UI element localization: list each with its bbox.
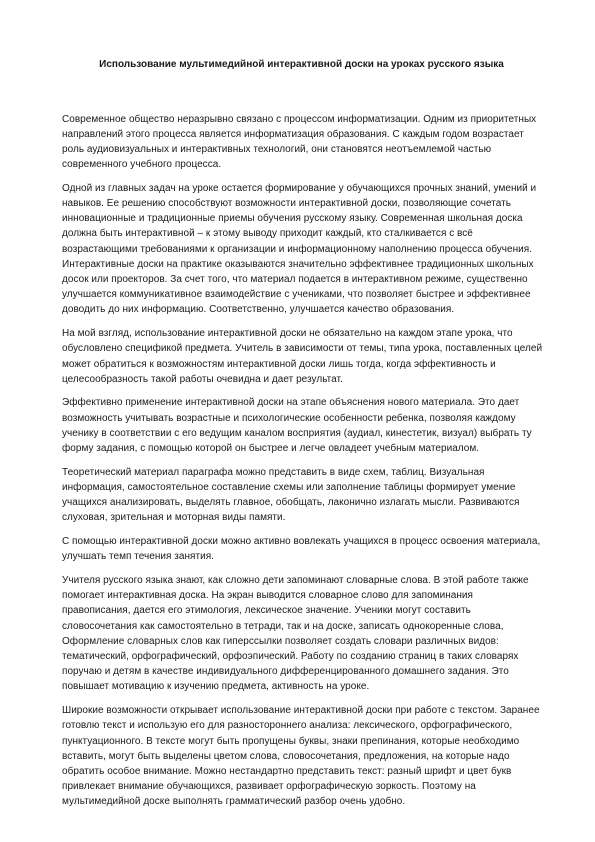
paragraph: Одной из главных задач на уроке остается формирование у обучающихся прочных знаний, умений и навыков. Ее решению способствуют возможности интерактивной доски, позволяющие сочетать инновационные и традиционные приемы обучения русскому языку. Современная школьная доска должна быть интерактивной – к этому выводу приходит каждый, кто сталкивается с всё возрастающими требованиями к организации и информационному наполнению процесса обучения. Интерактивные доски на практике оказываются значительно эффективнее традиционных школьных досок или проекторов. За счет того, что материал подается в интерактивном режиме, существенно улучшается коммуникативное взаимодействие с учениками, что позволяет быстрее и эффективнее доводить до них информацию. Соответственно, улучшается качество образования. xyxy=(62,182,537,316)
paragraph: На мой взгляд, использование интерактивной доски не обязательно на каждом этапе урока, что обусловлено спецификой предмета. Учитель в зависимости от темы, типа урока, поставленных целей может обратиться к возможностям интерактивной доски лишь тогда, когда эффективность и целесообразность такой работы очевидна и дает результат. xyxy=(62,328,543,385)
paragraph: Эффективно применение интерактивной доски на этапе объяснения нового материала. Это дает возможность учитывать возрастные и психологические особенности ребенка, позволяя каждому ученику в соответствии с его ведущим каналом восприятия (аудиал, кинестетик, визуал) выбрать ту форму задания, с помощью которой он быстрее и легче овладеет учебным материалом. xyxy=(62,397,532,455)
paragraph: Теоретический материал параграфа можно представить в виде схем, таблиц. Визуальная информация, самостоятельное составление схемы или заполнение таблицы формирует умение учащихся анализировать, выделять главное, обобщать, лаконично излагать мысли. Развиваются слуховая, зрительная и моторная виды памяти. xyxy=(62,466,520,524)
document-title: Использование мультимедийной интерактивной доски на уроках русского языка xyxy=(99,59,504,70)
paragraph: Широкие возможности открывает использование интерактивной доски при работе с текстом. Заранее готовлю текст и использую его для разностороннего анализа: лексического, орфографического, пунктуационного. В тексте могут быть пропущены буквы, знаки препинания, которые необходимо вставить, могут быть выделены цветом слова, словосочетания, предложения, на которые надо обратить особое внимание. Можно нестандартно представить текст: разный шрифт и цвет букв привлекает внимание обучающихся, развивает орфографическую зоркость. Поэтому на мультимедийной доске выполнять грамматический разбор очень удобно. xyxy=(62,705,540,808)
paragraph: С помощью интерактивной доски можно активно вовлекать учащихся в процесс освоения материала, улучшать темп течения занятия. xyxy=(62,536,541,563)
paragraph: Учителя русского языка знают, как сложно дети запоминают словарные слова. В этой работе также помогает интерактивная доска. На экран выводится словарное слово для запоминания правописания, дается его этимология, лексическое значение. Ученики могут составить словосочетания как самостоятельно в тетради, так и на доске, записать однокоренные слова, Оформление словарных слов как гиперссылки позволяет создать словари различных видов: тематический, орфографический, орфоэпический. Работу по созданию страниц в таких словарях поручаю и детям в качестве индивидуального дифференцированного домашнего задания. Это повышает мотивацию к изучению предмета, активность на уроке. xyxy=(62,574,529,693)
paragraph: Современное общество неразрывно связано с процессом информатизации. Одним из приоритетных направлений этого процесса является информатизация образования. С каждым годом возрастает роль аудиовизуальных и интерактивных технологий, они становятся неотъемлемой частью современного учебного процесса. xyxy=(62,113,537,171)
document-body xyxy=(62,112,544,810)
